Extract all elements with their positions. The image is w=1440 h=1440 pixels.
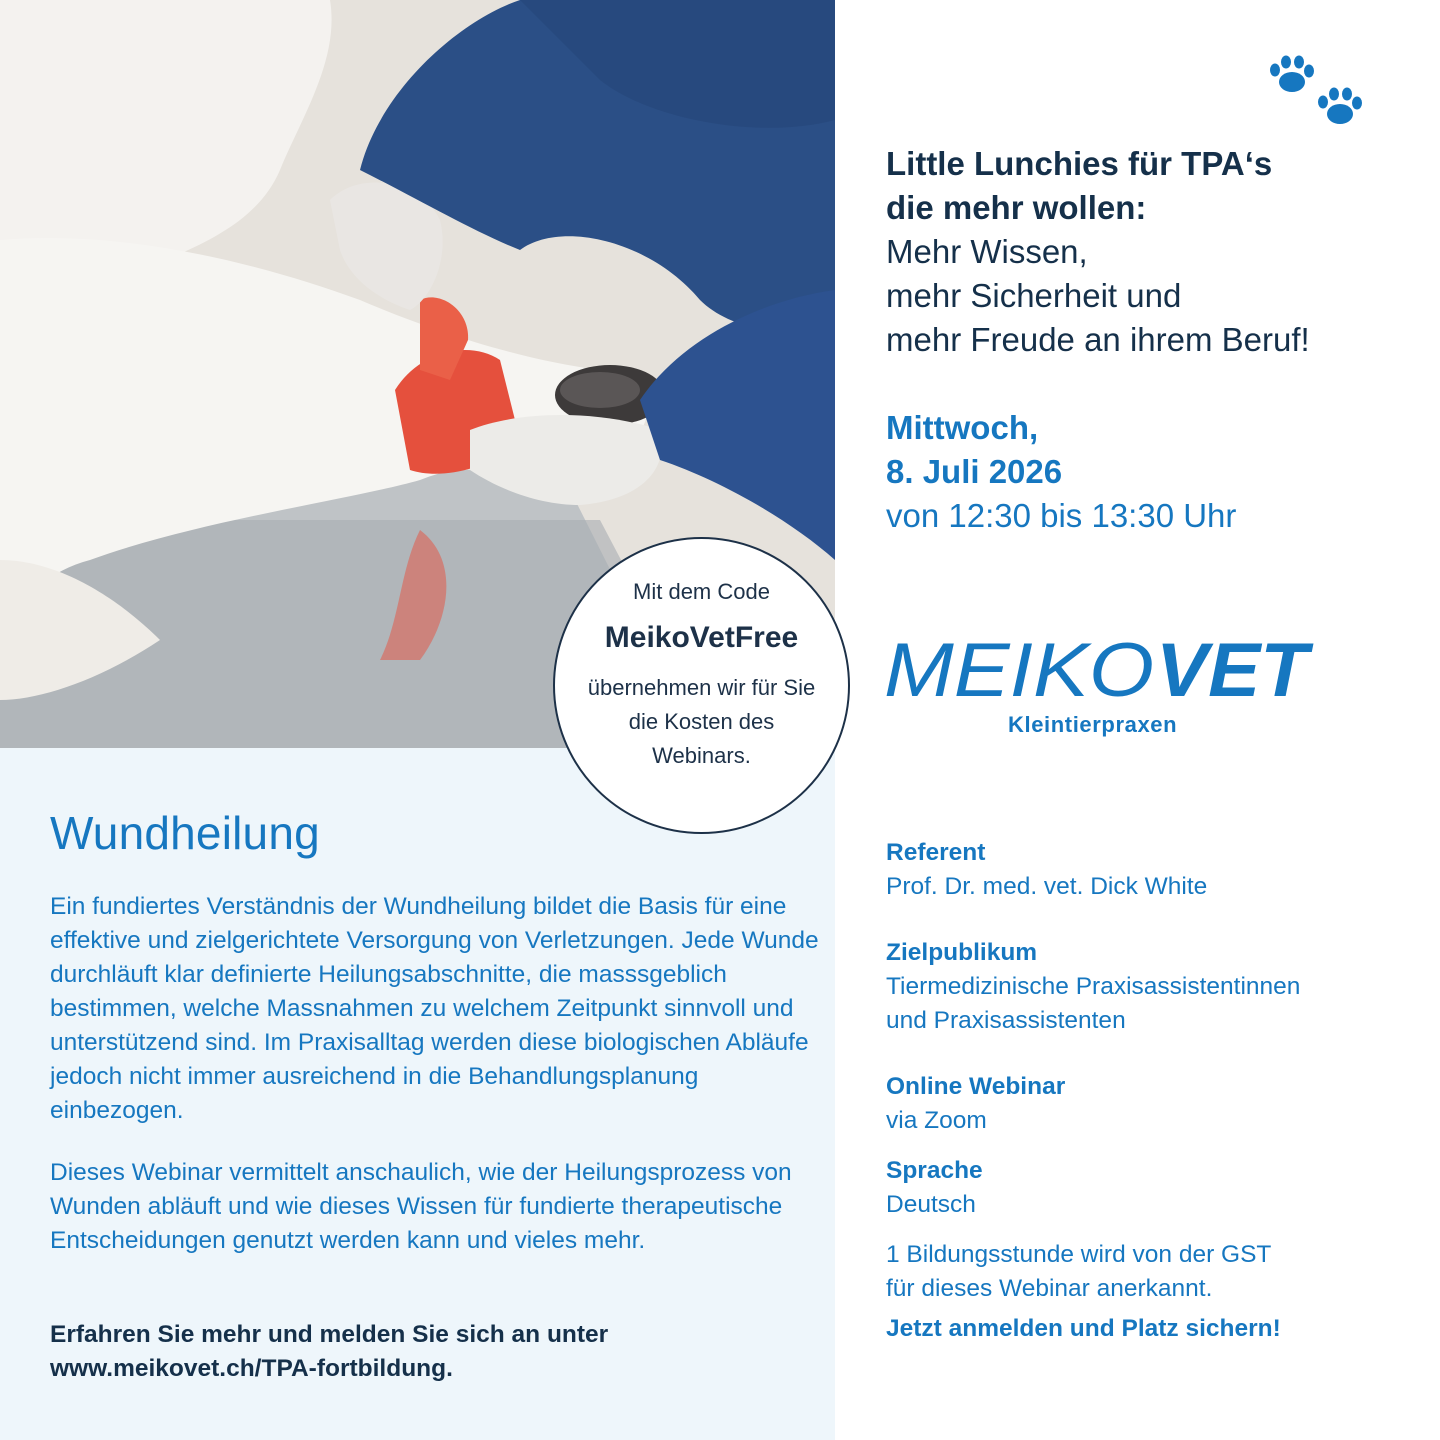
format-block — [886, 1070, 1386, 1138]
format-label: Online Webinar — [886, 1073, 1066, 1100]
svg-text:MEIKO: MEIKO — [884, 632, 1154, 712]
headline-line-1: Little Lunchies für TPA‘s — [886, 145, 1273, 182]
speaker-name: Prof. Dr. med. vet. Dick White — [886, 873, 1208, 900]
speaker-label: Referent — [886, 839, 986, 866]
meikovet-logo — [884, 632, 1314, 744]
logo-subtitle: Kleintierpraxen — [1008, 712, 1178, 737]
credit-line-2: für dieses Webinar anerkannt. — [886, 1275, 1213, 1302]
registration-link-text[interactable]: Erfahren Sie mehr und melden Sie sich an unter www.meikovet.ch/TPA-fortbildung. — [50, 1321, 609, 1382]
language-label: Sprache — [886, 1157, 983, 1184]
credit-block — [886, 1238, 1386, 1306]
headline-line-4: mehr Sicherheit und — [886, 277, 1182, 314]
event-day: 8. Juli 2026 — [886, 453, 1063, 490]
headline-line-5: mehr Freude an ihrem Beruf! — [886, 321, 1310, 358]
description-paragraph-1: Ein fundiertes Verständnis der Wundheilung bildet die Basis für eine effektive und zielgerichtete Versorgung von Verletzungen. Jede Wunde durchläuft klar definierte Heilungsabschnitte, die masssgeblich bestimmen, welche Massnahmen zu welchem Zeitpunkt sinnvoll und unterstützend sind. Im Praxisalltag werden diese biologischen Abläufe jedoch nicht immer ausreichend in die Behandlungsplanung einbezogen. — [50, 893, 819, 1124]
event-time: von 12:30 bis 13:30 Uhr — [886, 497, 1237, 534]
description-paragraph-2: Dieses Webinar vermittelt anschaulich, wie der Heilungsprozess von Wunden abläuft und wie dieses Wissen für fundierte therapeutische Entscheidungen genutzt werden kann und vieles mehr. — [50, 1159, 792, 1254]
logo-wordmark — [884, 632, 1314, 712]
svg-text:VET: VET — [1156, 632, 1314, 712]
language-block — [886, 1154, 1386, 1222]
promo-code: MeikoVetFree — [604, 621, 799, 654]
page-title: Wundheilung — [50, 807, 320, 859]
audience-line-2: und Praxisassistenten — [886, 1007, 1126, 1034]
format-value: via Zoom — [886, 1107, 987, 1134]
headline-line-2: die mehr wollen: — [886, 189, 1147, 226]
speaker-block — [886, 836, 1386, 904]
audience-label: Zielpublikum — [886, 939, 1038, 966]
event-date — [886, 406, 1406, 538]
badge-description: übernehmen wir für Sie die Kosten des Webinars. — [587, 675, 816, 768]
language-value: Deutsch — [886, 1191, 976, 1218]
promo-code-badge — [553, 537, 850, 834]
headline-line-3: Mehr Wissen, — [886, 233, 1088, 270]
badge-intro: Mit dem Code — [633, 579, 770, 604]
paw-prints-icon — [1262, 52, 1372, 134]
audience-line-1: Tiermedizinische Praxisassistentinnen — [886, 973, 1301, 1000]
audience-block — [886, 936, 1386, 1038]
headline — [886, 142, 1406, 362]
credit-line-1: 1 Bildungsstunde wird von der GST — [886, 1241, 1272, 1268]
register-cta[interactable]: Jetzt anmelden und Platz sichern! — [886, 1315, 1281, 1342]
event-weekday: Mittwoch, — [886, 409, 1039, 446]
